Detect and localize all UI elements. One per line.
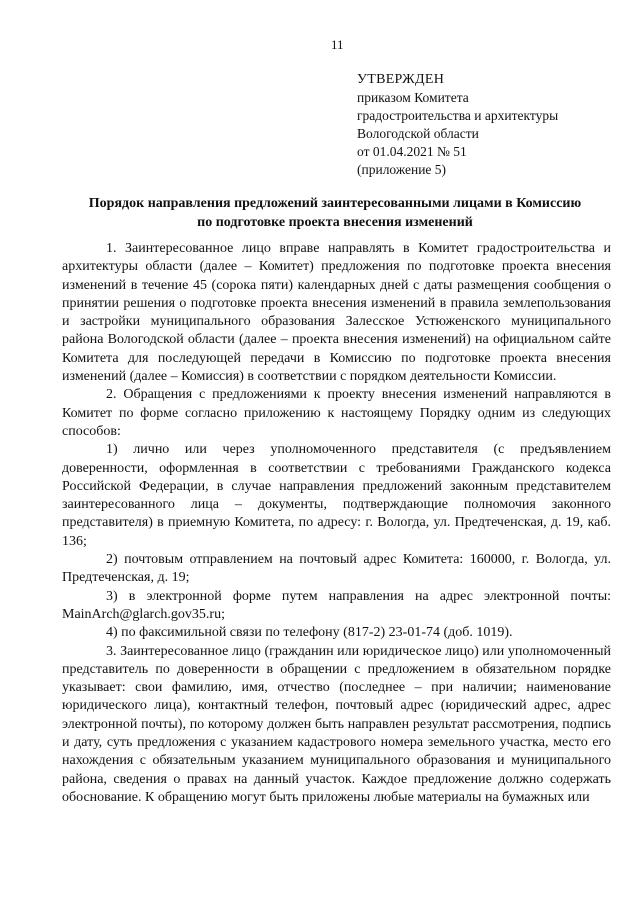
title-line: по подготовке проекта внесения изменений: [197, 215, 473, 230]
list-item-2: 2) почтовым отправлением на почтовый адрес Комитета: 160000, г. Вологда, ул. Предтеченская, д. 19;: [62, 552, 611, 586]
approval-line: градостроительства и архитектуры: [357, 108, 559, 123]
approval-line: Вологодской области: [357, 126, 479, 141]
approval-line: приказом Комитета: [357, 90, 469, 105]
title-line: Порядок направления предложений заинтересованными лицами в Комиссию: [88, 196, 582, 211]
page-number: 11: [331, 37, 344, 52]
approval-date: от 01.04.2021 № 51: [357, 144, 467, 159]
paragraph-2: 2. Обращения с предложениями к проекту внесения изменений направляются в Комитет по форме согласно приложению к настоящему Порядку одним из следующих способов:: [62, 387, 611, 439]
list-item-3: 3) в электронной форме путем направления на адрес электронной почты: MainArch@glarch.gov35.ru;: [62, 588, 611, 622]
approval-block: [357, 71, 617, 179]
approval-stamp: УТВЕРЖДЕН: [357, 72, 445, 87]
paragraph-1: 1. Заинтересованное лицо вправе направлять в Комитет градостроительства и архитектуры области (далее – Комитет) предложения по подготовке проекта внесения изменений в течение 45 (сорока пяти) календарных дней с даты размещения сообщения о принятии решения о подготовке проекта внесения изменений в правила землепользования и застройки муниципального образования Залесское Устюженского муниципального района Вологодской области (далее – проекта внесения изменений) на официальном сайте Комитета для последующей передачи в Комиссию по подготовке проекта внесения изменений (далее – Комиссия) в соответствии с порядком деятельности Комиссии.: [62, 241, 611, 385]
document-title: [60, 194, 610, 232]
list-item-4: 4) по факсимильной связи по телефону (817-2) 23-01-74 (доб. 1019).: [106, 625, 513, 641]
list-item-1: 1) лично или через уполномоченного представителя (с предъявлением доверенности, оформленная в соответствии с требованиями Гражданского кодекса Российской Федерации, в случае направления предложений законным представителем заинтересованного лица – документы, подтверждающие полномочия законного представителя) в приемную Комитета, по адресу: г. Вологда, ул. Предтеченская, д. 19, каб. 136;: [62, 442, 611, 549]
approval-line: (приложение 5): [357, 162, 447, 177]
document-body: [62, 240, 611, 807]
paragraph-3: 3. Заинтересованное лицо (гражданин или юридическое лицо) или уполномоченный представитель по доверенности в обращении с предложением в обязательном порядке указывает: свои фамилию, имя, отчество (последнее – при наличии; наименование юридического лица), контактный телефон, почтовый адрес (юридический адрес, адрес электронной почты), по которому должен быть направлен результат рассмотрения, подпись и дату, суть предложения с указанием кадастрового номера земельного участка, место его нахождения с обязательным указанием муниципального образования и муниципального района, сведения о правах на данный участок. Каждое предложение должно содержать обоснование. К обращению могут быть приложены любые материалы на бумажных или: [62, 643, 611, 805]
